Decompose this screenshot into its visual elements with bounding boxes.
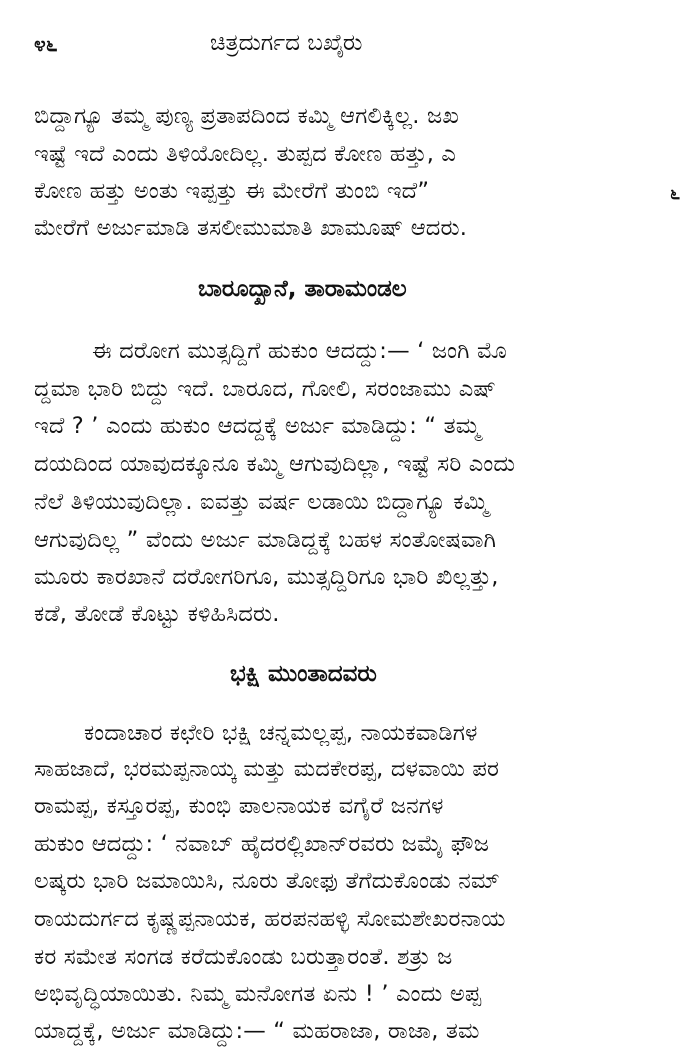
- text-line: ಸಾಹಜಾದೆ, ಭರಮಪ್ಪನಾಯ್ಕ ಮತ್ತು ಮದಕೇರಪ್ಪ, ದಳವಾಯಿ ಪರ: [34, 756, 500, 782]
- section-heading: ಬಾರೂದ್ಖಾನೆ, ತಾರಾಮಂಡಲ: [198, 276, 407, 302]
- text-line: ಕರ ಸಮೇತ ಸಂಗಡ ಕರೆದುಕೊಂಡು ಬರುತ್ತಾರಂತೆ. ಶತ್ರು ಜ: [34, 944, 453, 970]
- section-heading: ಭಕ್ಷಿ ಮುಂತಾದವರು: [230, 661, 377, 687]
- text-line: ಯಾದ್ದಕ್ಕೆ, ಅರ್ಜು ಮಾಡಿದ್ದು:— “ ಮಹರಾಜಾ, ರಾಜಾ, ತಮ: [34, 1018, 480, 1044]
- text-line: ಬಿದ್ದಾಗ್ಯೂ ತಮ್ಮ ಪುಣ್ಯ ಪ್ರತಾಪದಿಂದ ಕಮ್ಮಿ ಆಗಲಿಕ್ಕಿಲ್ಲ. ಜಖ: [34, 103, 459, 129]
- text-line: ಕಡೆ, ತೋಡೆ ಕೊಟ್ಟು ಕಳಿಹಿಸಿದರು.: [34, 601, 280, 627]
- text-line: ಆಗುವುದಿಲ್ಲ ” ವೆಂದು ಅರ್ಜು ಮಾಡಿದ್ದಕ್ಕೆ ಬಹಳ ಸಂತೋಷವಾಗಿ: [34, 527, 497, 553]
- text-line: ಅಭಿವೃದ್ಧಿಯಾಯಿತು. ನಿಮ್ಮ ಮನೋಗತ ಏನು ! ’ ಎಂದು ಅಪ್ಪ: [34, 981, 482, 1007]
- text-line: ದ್ದಮಾ ಭಾರಿ ಬಿದ್ದು ಇದೆ. ಬಾರೂದ, ಗೋಲಿ, ಸರಂಜಾಮು ಎಷ್: [34, 376, 497, 402]
- text-line: ರಾಮಪ್ಪ, ಕಸ್ತೂರಪ್ಪ, ಕುಂಭಿ ಪಾಲನಾಯಕ ವಗೈರೆ ಜನಗಳ: [34, 793, 444, 819]
- text-line: ಕಂದಾಚಾರ ಕಛೇರಿ ಭಕ್ಷಿ ಚನ್ನಮಲ್ಲಪ್ಪ, ನಾಯಕವಾಡಿಗಳ: [84, 720, 478, 746]
- text-line: ನೆಲೆ ತಿಳಿಯುವುದಿಲ್ಲಾ. ಐವತ್ತು ವರ್ಷ ಲಡಾಯಿ ಬಿದ್ದಾಗ್ಯೂ ಕಮ್ಮಿ: [34, 489, 489, 515]
- text-line: ಮೇರೆಗೆ ಅರ್ಜುಮಾಡಿ ತಸಲೀಮುಮಾತಿ ಖಾಮೂಷ್ ಆದರು.: [34, 215, 468, 241]
- text-line: ದಯದಿಂದ ಯಾವುದಕ್ಕೂನೂ ಕಮ್ಮಿ ಆಗುವುದಿಲ್ಲಾ, ಇಷ್ಟೆ ಸರಿ ಎಂದು: [34, 451, 516, 477]
- text-line: ರಾಯದುರ್ಗದ ಕೃಷ್ಣಪ್ಪನಾಯಕ, ಹರಪನಹಳ್ಳಿ ಸೋಮಶೇಖರನಾಯ: [34, 906, 506, 932]
- text-line: ಕೋಣ ಹತ್ತು ಅಂತು ಇಪ್ಪತ್ತು ಈ ಮೇರೆಗೆ ತುಂಬಿ ಇದೆ”: [34, 178, 430, 204]
- page-number: ೪೬: [34, 32, 58, 56]
- text-line: ಇಷ್ಟೆ ಇದೆ ಎಂದು ತಿಳಿಯೋದಿಲ್ಲ. ತುಪ್ಪದ ಕೋಣ ಹತ್ತು, ಎ: [34, 141, 457, 167]
- text-line: ಲಷ್ಕರು ಭಾರಿ ಜಮಾಯಿಸಿ, ನೂರು ತೋಫು ತೆಗೆದುಕೊಂಡು ನಮ್: [34, 868, 500, 894]
- text-line: ಮೂರು ಕಾರಖಾನೆ ದರೋಗರಿಗೂ, ಮುತ್ಸದ್ದಿರಿಗೂ ಭಾರಿ ಖಿಲ್ಲತ್ತು,: [34, 564, 499, 590]
- margin-mark: ೬: [670, 183, 681, 204]
- page-header: [0, 28, 689, 68]
- running-title: ಚಿತ್ರದುರ್ಗದ ಬಖೈರು: [210, 30, 363, 56]
- text-line: ಈ ದರೋಗ ಮುತ್ಸದ್ದಿಗೆ ಹುಕುಂ ಆದದ್ದು:— ‘ ಜಂಗಿ ಮೊ: [92, 338, 507, 364]
- text-line: ಇದೆ ? ’ ಎಂದು ಹುಕುಂ ಆದದ್ದಕ್ಕೆ ಅರ್ಜು ಮಾಡಿದ್ದು: “ ತಮ್ಮ: [34, 413, 481, 439]
- text-line: ಹುಕುಂ ಆದದ್ದು: ‘ ನವಾಬ್ ಹೈದರಲ್ಲಿಖಾನ್‌ರವರು ಜಮೈ ಫೌಜ: [34, 831, 490, 857]
